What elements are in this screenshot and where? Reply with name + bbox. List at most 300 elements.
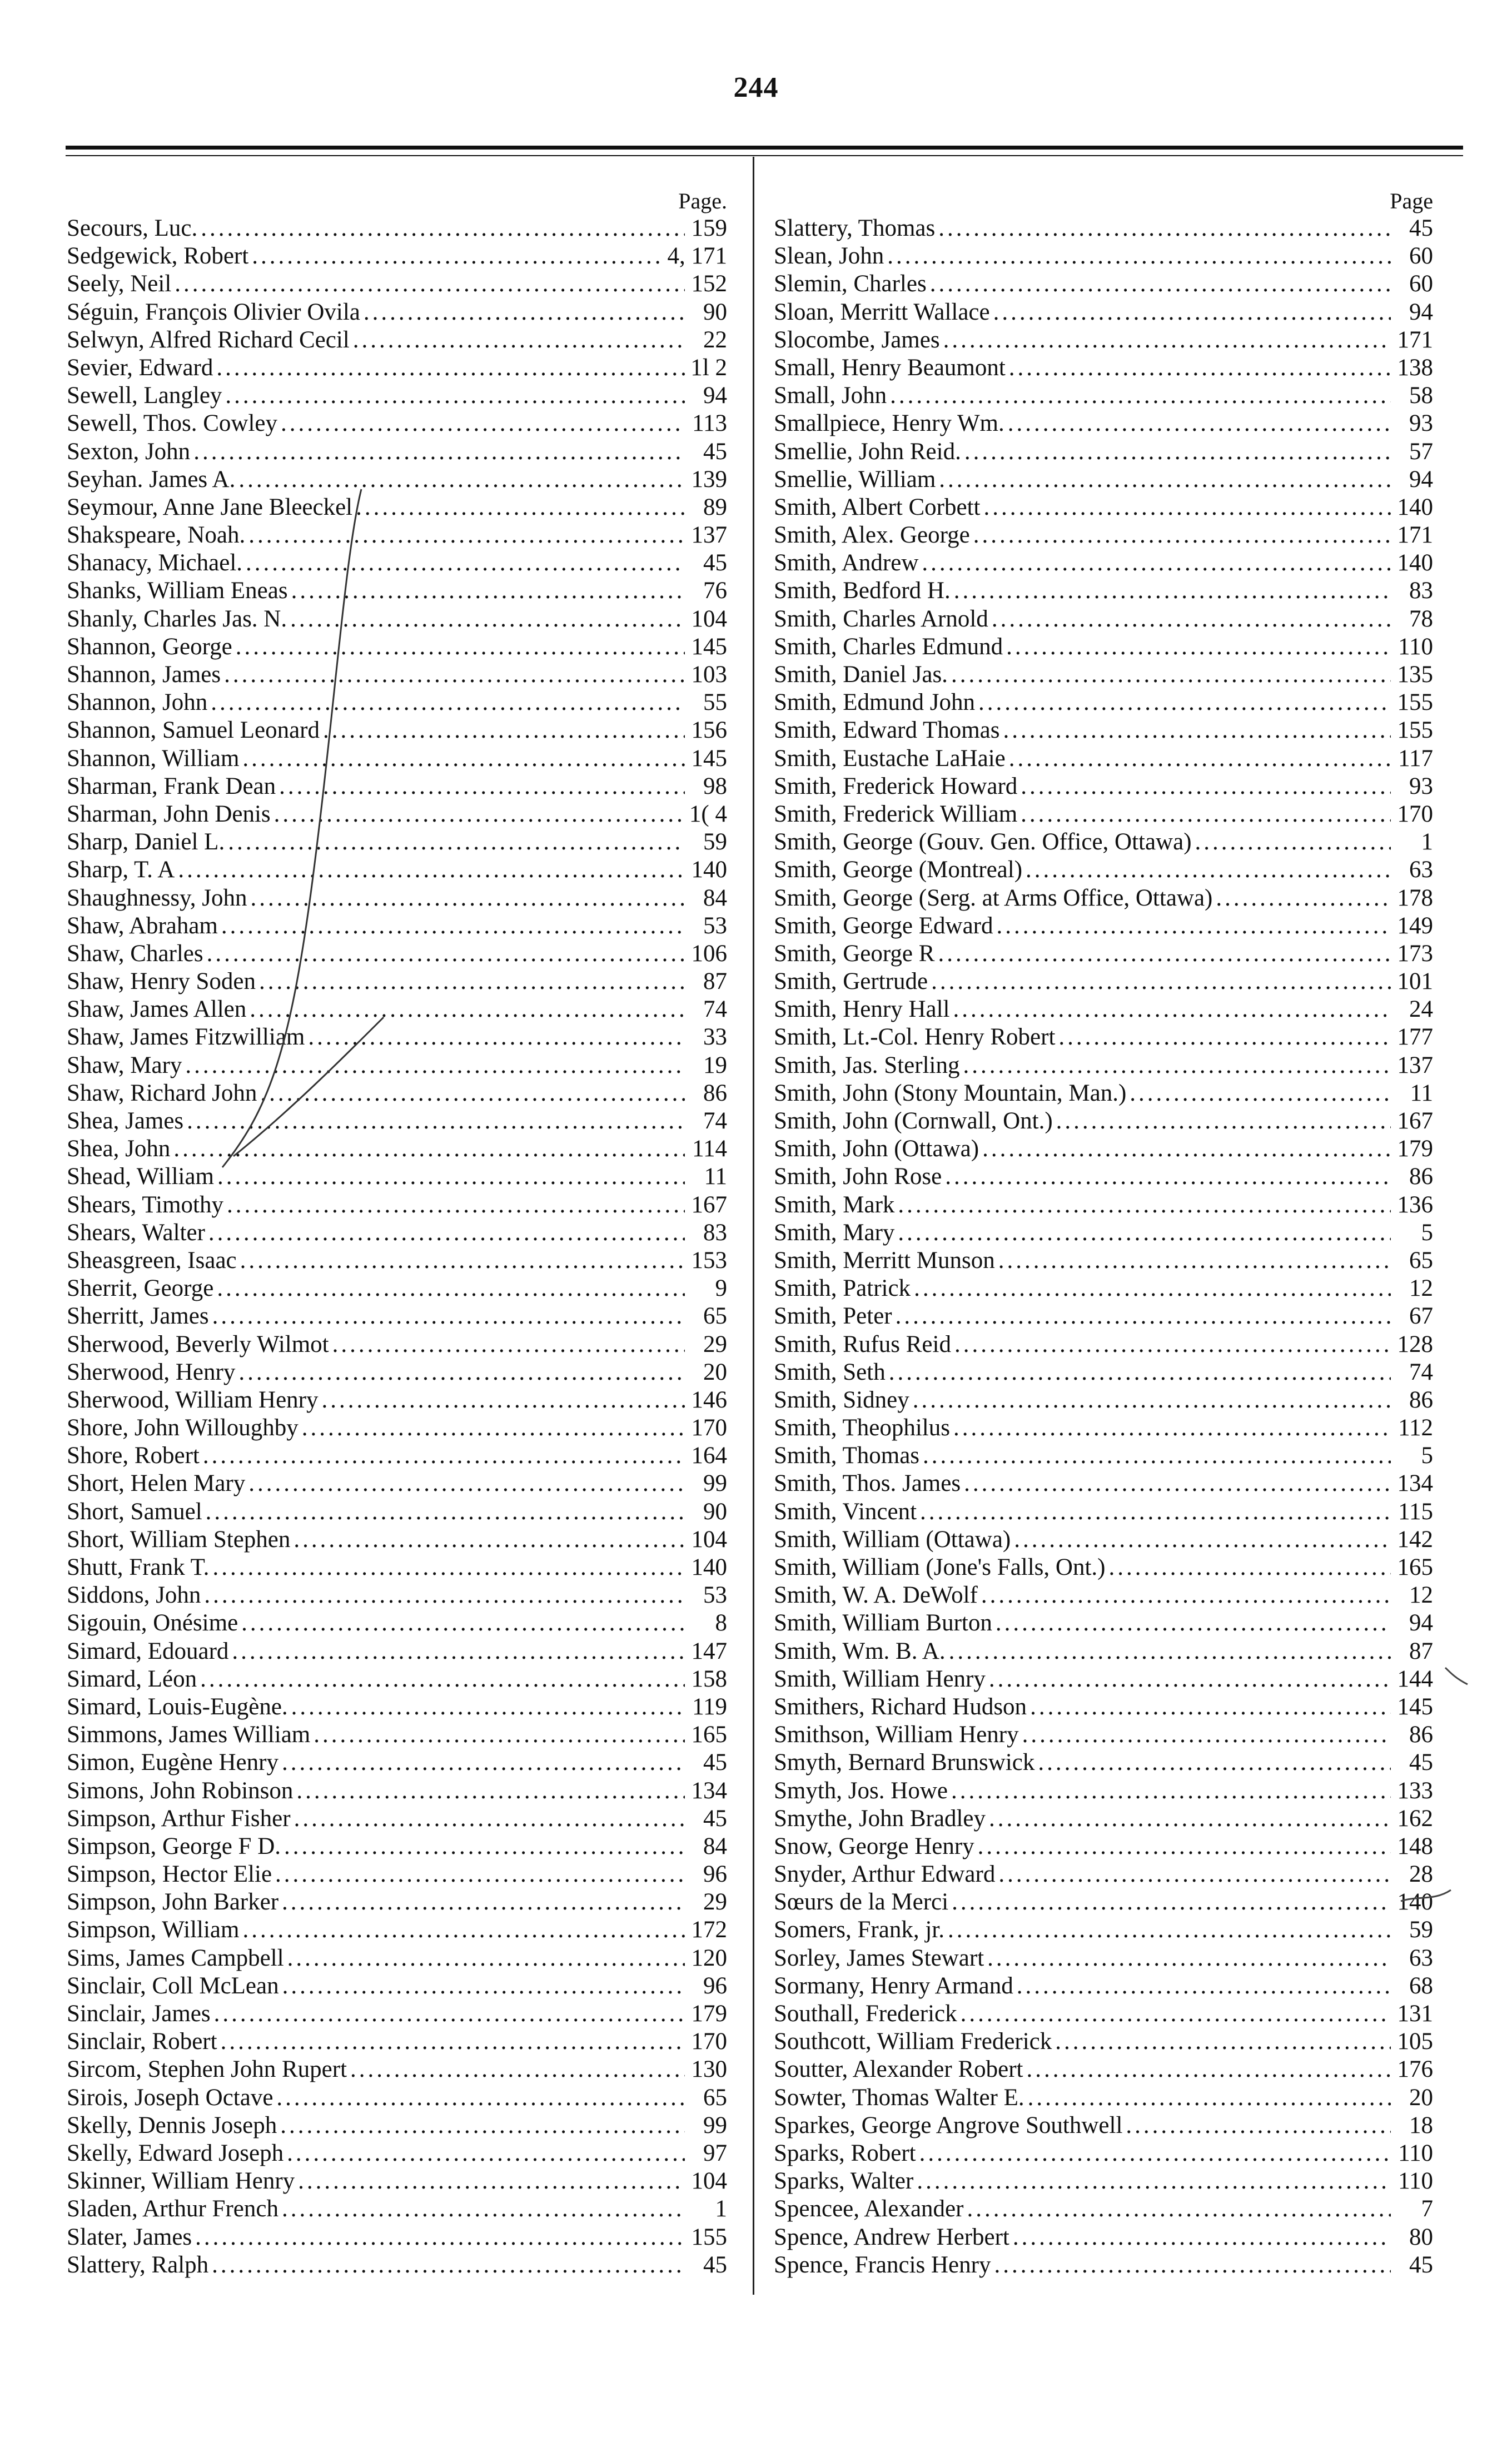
dot-leader: [917, 2167, 1391, 2195]
dot-leader: [952, 1888, 1391, 1916]
entry-name: Shaw, James Allen: [67, 996, 247, 1023]
entry-page-number: 45: [703, 550, 727, 576]
dot-leader: [282, 2195, 685, 2223]
dot-leader: [187, 1107, 685, 1135]
entry-page-number: 152: [691, 271, 727, 297]
left-index-entry: [67, 1247, 727, 1275]
entry-name: Sims, James Campbell: [67, 1944, 284, 1971]
entry-page-number: 12: [1409, 1275, 1433, 1302]
entry-page-number: 74: [703, 996, 727, 1023]
entry-name: Smith, Andrew: [774, 550, 919, 576]
entry-name: Sowter, Thomas Walter E.: [774, 2084, 1024, 2111]
entry-page-number: 115: [1398, 1498, 1433, 1525]
dot-leader: [1055, 2028, 1391, 2056]
entry-name: Spence, Andrew Herbert: [774, 2224, 1009, 2250]
dot-leader: [898, 1219, 1391, 1247]
entry-page-number: 140: [691, 1554, 727, 1580]
left-index-entry: [67, 773, 727, 800]
right-index-entry: [774, 605, 1433, 633]
entry-name: Shaw, Richard John: [67, 1080, 257, 1106]
left-index-entry: [67, 354, 727, 382]
left-index-entry: [67, 438, 727, 466]
right-index-entry: [774, 968, 1433, 996]
entry-page-number: 96: [703, 1861, 727, 1888]
right-entry-list: [774, 215, 1433, 2279]
right-index-entry: [774, 717, 1433, 744]
dot-leader: [206, 1498, 685, 1526]
left-index-entry: [67, 1191, 727, 1219]
entry-page-number: 94: [1409, 299, 1433, 325]
entry-name: Short, Samuel: [67, 1498, 202, 1525]
entry-name: Shaw, Charles: [67, 940, 203, 967]
entry-name: Sparkes, George Angrove Southwell: [774, 2112, 1123, 2138]
right-index-entry: [774, 1609, 1433, 1637]
entry-name: Small, Henry Beaumont: [774, 354, 1006, 381]
right-index-entry: [774, 1581, 1433, 1609]
left-index-entry: [67, 270, 727, 298]
right-index-entry: [774, 2167, 1433, 2195]
dot-leader: [287, 2140, 685, 2167]
entry-name: Smith, Edmund John: [774, 689, 975, 716]
dot-leader: [287, 1944, 685, 1972]
dot-leader: [923, 1442, 1391, 1470]
entry-page-number: 117: [1398, 745, 1433, 772]
entry-page-number: 176: [1397, 2056, 1433, 2083]
left-column: [67, 188, 727, 2279]
dot-leader: [981, 1581, 1391, 1609]
entry-page-number: 155: [1397, 717, 1433, 744]
dot-leader: [1013, 2224, 1391, 2251]
entry-name: Skelly, Edward Joseph: [67, 2140, 284, 2166]
entry-name: Shears, Walter: [67, 1219, 205, 1246]
entry-name: Shore, John Willoughby: [67, 1415, 299, 1441]
dot-leader: [922, 549, 1391, 577]
entry-page-number: 89: [703, 494, 727, 520]
entry-page-number: 59: [1409, 1917, 1433, 1943]
entry-page-number: 94: [703, 382, 727, 409]
right-index-entry: [774, 2112, 1433, 2140]
right-index-entry: [774, 996, 1433, 1023]
dot-leader: [1009, 354, 1391, 382]
dot-leader: [1030, 1693, 1391, 1721]
entry-name: Southall, Frederick: [774, 2001, 957, 2027]
entry-name: Smellie, John Reid.: [774, 438, 961, 465]
entry-name: Sinclair, Robert: [67, 2028, 217, 2055]
entry-page-number: 104: [691, 1526, 727, 1553]
dot-leader: [931, 968, 1391, 996]
dot-leader: [241, 1609, 685, 1637]
dot-leader: [353, 326, 685, 354]
left-index-entry: [67, 1721, 727, 1749]
entry-name: Smith, Merritt Munson: [774, 1247, 995, 1274]
dot-leader: [302, 1414, 685, 1442]
right-index-entry: [774, 1080, 1433, 1107]
right-index-entry: [774, 2251, 1433, 2279]
entry-page-number: 65: [703, 2084, 727, 2111]
entry-page-number: 11: [1410, 1080, 1433, 1106]
dot-leader: [1130, 1080, 1391, 1107]
entry-name: Siddons, John: [67, 1582, 201, 1609]
left-index-entry: [67, 2140, 727, 2167]
entry-page-number: 133: [1397, 1777, 1433, 1804]
entry-name: Spencee, Alexander: [774, 2196, 964, 2222]
dot-leader: [350, 2056, 685, 2083]
right-index-entry: [774, 382, 1433, 410]
entry-page-number: 112: [1398, 1415, 1433, 1441]
dot-leader: [242, 1916, 685, 1944]
left-index-entry: [67, 1107, 727, 1135]
page-number: 244: [733, 72, 779, 103]
dot-leader: [992, 605, 1391, 633]
dot-leader: [1108, 1554, 1391, 1581]
entry-name: Sharman, Frank Dean: [67, 773, 276, 799]
right-index-entry: [774, 1359, 1433, 1386]
entry-name: Shannon, William: [67, 745, 240, 772]
right-index-entry: [774, 745, 1433, 773]
right-index-entry: [774, 2224, 1433, 2251]
dot-leader: [173, 1135, 685, 1163]
entry-name: Smith, William (Jone's Falls, Ont.): [774, 1554, 1106, 1580]
entry-page-number: 93: [1409, 410, 1433, 437]
entry-name: Smith, Thos. James: [774, 1470, 961, 1497]
right-index-entry: [774, 1414, 1433, 1442]
dot-leader: [221, 912, 685, 940]
dot-leader: [208, 1219, 685, 1247]
entry-name: Smith, George (Serg. at Arms Office, Ottawa): [774, 884, 1213, 911]
entry-name: Sevier, Edward: [67, 354, 213, 381]
entry-name: Secours, Luc.: [67, 215, 198, 241]
dot-leader: [1022, 1721, 1391, 1749]
dot-leader: [954, 577, 1391, 605]
dot-leader: [997, 912, 1391, 940]
left-index-entry: [67, 466, 727, 494]
dot-leader: [896, 1302, 1391, 1330]
dot-leader: [938, 215, 1391, 242]
entry-page-number: 90: [703, 299, 727, 325]
dot-leader: [214, 2000, 685, 2028]
left-index-entry: [67, 1609, 727, 1637]
dot-leader: [212, 2251, 685, 2279]
entry-page-number: 120: [691, 1944, 727, 1971]
entry-page-number: 103: [691, 662, 727, 688]
entry-page-number: 114: [692, 1136, 727, 1162]
right-index-entry: [774, 299, 1433, 326]
left-entry-list: [67, 215, 727, 2279]
left-index-entry: [67, 1386, 727, 1414]
dot-leader: [1006, 633, 1391, 661]
entry-page-number: 20: [1409, 2084, 1433, 2111]
left-index-entry: [67, 242, 727, 270]
left-index-entry: [67, 549, 727, 577]
entry-page-number: 139: [691, 466, 727, 493]
entry-name: Smith, Sidney: [774, 1386, 909, 1413]
left-index-entry: [67, 689, 727, 717]
left-index-entry: [67, 1498, 727, 1526]
entry-page-number: 65: [703, 1303, 727, 1330]
entry-name: Shead, William: [67, 1163, 214, 1190]
entry-page-number: 136: [1397, 1191, 1433, 1218]
entry-name: Simpson, Hector Elie: [67, 1861, 272, 1888]
entry-name: Smith, George R: [774, 940, 935, 967]
right-index-entry: [774, 1498, 1433, 1526]
entry-name: Smith, Rufus Reid: [774, 1331, 951, 1357]
entry-page-number: 171: [1397, 326, 1433, 353]
dot-leader: [291, 1693, 685, 1721]
entry-name: Simmons, James William: [67, 1722, 311, 1748]
entry-page-number: 5: [1421, 1219, 1433, 1246]
dot-leader: [989, 1805, 1391, 1833]
right-index-entry: [774, 466, 1433, 494]
left-index-entry: [67, 1219, 727, 1247]
dot-leader: [963, 1052, 1391, 1080]
entry-name: Shanly, Charles Jas. N.: [67, 605, 287, 632]
left-index-entry: [67, 1052, 727, 1080]
left-index-entry: [67, 2251, 727, 2279]
entry-page-number: 110: [1398, 2140, 1433, 2166]
entry-page-number: 164: [691, 1443, 727, 1469]
right-index-entry: [774, 1554, 1433, 1581]
entry-page-number: 140: [1397, 494, 1433, 520]
dot-leader: [282, 1749, 685, 1777]
right-index-entry: [774, 2000, 1433, 2028]
entry-name: Short, Helen Mary: [67, 1470, 246, 1497]
entry-page-number: 8: [715, 1610, 727, 1637]
dot-leader: [1195, 828, 1391, 856]
left-index-entry: [67, 2195, 727, 2223]
dot-leader: [281, 410, 685, 437]
right-index-entry: [774, 1916, 1433, 1944]
dot-leader: [201, 215, 685, 242]
dot-leader: [259, 968, 685, 996]
entry-name: Smith, Frederick William: [774, 800, 1018, 827]
entry-page-number: 134: [1397, 1470, 1433, 1497]
entry-name: Selwyn, Alfred Richard Cecil: [67, 326, 350, 353]
dot-leader: [1026, 2056, 1391, 2083]
entry-page-number: 128: [1397, 1331, 1433, 1357]
entry-page-number: 155: [691, 2224, 727, 2250]
entry-page-number: 86: [1409, 1722, 1433, 1748]
entry-page-number: 138: [1397, 354, 1433, 381]
dot-leader: [949, 1638, 1391, 1665]
entry-name: Shaw, Henry Soden: [67, 968, 256, 995]
dot-leader: [260, 1080, 685, 1107]
entry-page-number: 177: [1397, 1024, 1433, 1051]
dot-leader: [914, 1275, 1391, 1302]
entry-page-number: 29: [703, 1889, 727, 1916]
entry-name: Slemin, Charles: [774, 271, 927, 297]
left-index-entry: [67, 382, 727, 410]
entry-name: Southcott, William Frederick: [774, 2028, 1052, 2055]
left-index-entry: [67, 1470, 727, 1498]
left-index-entry: [67, 2167, 727, 2195]
left-index-entry: [67, 884, 727, 912]
entry-name: Smith, Jas. Sterling: [774, 1052, 960, 1078]
entry-name: Smith, George (Montreal): [774, 857, 1023, 883]
entry-page-number: 83: [1409, 578, 1433, 604]
right-index-entry: [774, 2195, 1433, 2223]
entry-page-number: 67: [1409, 1303, 1433, 1330]
right-index-entry: [774, 828, 1433, 856]
entry-page-number: 94: [1409, 1610, 1433, 1637]
entry-name: Sladen, Arthur French: [67, 2196, 278, 2222]
entry-name: Sherwood, Henry: [67, 1359, 236, 1385]
entry-page-number: 134: [691, 1777, 727, 1804]
left-index-entry: [67, 1861, 727, 1888]
dot-leader: [993, 299, 1391, 326]
dot-leader: [994, 2251, 1391, 2279]
right-index-entry: [774, 242, 1433, 270]
entry-page-number: 53: [703, 912, 727, 939]
left-index-entry: [67, 1805, 727, 1833]
entry-name: Sinclair, Coll McLean: [67, 1972, 279, 1999]
entry-name: Sharp, T. A: [67, 857, 175, 883]
left-index-entry: [67, 1916, 727, 1944]
dot-leader: [212, 1554, 685, 1581]
right-index-entry: [774, 633, 1433, 661]
left-index-entry: [67, 2084, 727, 2112]
entry-page-number: 24: [1409, 996, 1433, 1023]
left-index-entry: [67, 1302, 727, 1330]
dot-leader: [1003, 717, 1391, 744]
right-index-entry: [774, 1219, 1433, 1247]
entry-page-number: 146: [691, 1386, 727, 1413]
entry-name: Short, William Stephen: [67, 1526, 291, 1553]
entry-name: Smith, John (Ottawa): [774, 1136, 979, 1162]
dot-leader: [193, 438, 685, 466]
entry-page-number: 172: [691, 1917, 727, 1943]
entry-page-number: 153: [691, 1247, 727, 1274]
entry-page-number: 96: [703, 1972, 727, 1999]
right-index-entry: [774, 1972, 1433, 2000]
entry-page-number: 170: [691, 2028, 727, 2055]
dot-leader: [1028, 2084, 1391, 2112]
entry-page-number: 45: [703, 2251, 727, 2278]
entry-page-number: 99: [703, 1470, 727, 1497]
right-index-entry: [774, 1386, 1433, 1414]
entry-name: Shaw, James Fitzwilliam: [67, 1024, 305, 1051]
right-index-entry: [774, 521, 1433, 549]
right-column: [774, 188, 1433, 2279]
dot-leader: [217, 1275, 685, 1302]
entry-name: Sirois, Joseph Octave: [67, 2084, 273, 2111]
entry-page-number: 4, 171: [667, 243, 727, 270]
dot-leader: [1126, 2112, 1391, 2140]
entry-page-number: 1l 2: [690, 354, 727, 381]
dot-leader: [252, 242, 664, 270]
dot-leader: [274, 800, 685, 828]
entry-name: Shakspeare, Noah.: [67, 522, 246, 549]
dot-leader: [178, 856, 685, 884]
entry-name: Smith, Theophilus: [774, 1415, 950, 1441]
entry-name: Shutt, Frank T.: [67, 1554, 210, 1580]
entry-page-number: 130: [691, 2056, 727, 2083]
entry-name: Smith, Seth: [774, 1359, 886, 1385]
dot-leader: [938, 940, 1391, 968]
entry-page-number: 55: [703, 689, 727, 716]
entry-name: Smith, Peter: [774, 1303, 892, 1330]
right-index-entry: [774, 1638, 1433, 1665]
left-index-entry: [67, 605, 727, 633]
entry-page-number: 83: [703, 1219, 727, 1246]
entry-name: Sloan, Merritt Wallace: [774, 299, 990, 325]
left-index-entry: [67, 940, 727, 968]
entry-name: Sircom, Stephen John Rupert: [67, 2056, 347, 2083]
dot-leader: [961, 2000, 1391, 2028]
entry-page-number: 145: [1397, 1693, 1433, 1720]
dot-leader: [1058, 1023, 1391, 1051]
entry-name: Smith, Albert Corbett: [774, 494, 981, 520]
right-index-entry: [774, 2084, 1433, 2112]
left-index-entry: [67, 1359, 727, 1386]
dot-leader: [889, 1359, 1391, 1386]
entry-page-number: 104: [691, 2168, 727, 2195]
dot-leader: [1021, 800, 1391, 828]
entry-page-number: 158: [691, 1665, 727, 1692]
entry-name: Smith, Thomas: [774, 1443, 920, 1469]
dot-leader: [211, 689, 685, 717]
dot-leader: [290, 605, 685, 633]
entry-page-number: 113: [692, 410, 727, 437]
entry-page-number: 167: [691, 1191, 727, 1218]
left-index-entry: [67, 856, 727, 884]
dot-leader: [998, 1861, 1391, 1888]
left-index-entry: [67, 1638, 727, 1665]
entry-page-number: 93: [1409, 773, 1433, 799]
right-index-entry: [774, 689, 1433, 717]
dot-leader: [236, 633, 685, 661]
entry-name: Smithers, Richard Hudson: [774, 1693, 1027, 1720]
dot-leader: [1026, 856, 1391, 884]
dot-leader: [887, 242, 1391, 270]
entry-name: Smith, William (Ottawa): [774, 1526, 1011, 1553]
dot-leader: [967, 2195, 1391, 2223]
entry-name: Smith, Edward Thomas: [774, 717, 1000, 744]
left-index-entry: [67, 996, 727, 1023]
right-index-entry: [774, 773, 1433, 800]
entry-page-number: 87: [703, 968, 727, 995]
right-index-entry: [774, 1805, 1433, 1833]
entry-page-number: 45: [703, 1749, 727, 1776]
dot-leader: [224, 661, 685, 689]
left-index-entry: [67, 828, 727, 856]
entry-page-number: 28: [1409, 1861, 1433, 1888]
entry-page-number: 110: [1398, 633, 1433, 660]
entry-name: Smith, George (Gouv. Gen. Office, Ottawa): [774, 829, 1192, 856]
entry-page-number: 140: [1397, 550, 1433, 576]
right-index-entry: [774, 410, 1433, 437]
left-index-entry: [67, 215, 727, 242]
entry-page-number: 137: [691, 522, 727, 549]
entry-name: Seymour, Anne Jane Bleeckel: [67, 494, 353, 520]
entry-page-number: 1: [1421, 829, 1433, 856]
dot-leader: [978, 1833, 1391, 1861]
dot-leader: [364, 299, 685, 326]
entry-name: Skinner, William Henry: [67, 2168, 295, 2195]
entry-name: Smith, Alex. George: [774, 522, 970, 549]
entry-name: Sherwood, Beverly Wilmot: [67, 1331, 329, 1357]
entry-page-number: 87: [1409, 1638, 1433, 1664]
entry-name: Smith, William Burton: [774, 1610, 992, 1637]
right-index-entry: [774, 2056, 1433, 2083]
right-index-entry: [774, 1777, 1433, 1805]
dot-leader: [973, 521, 1391, 549]
entry-name: Slattery, Ralph: [67, 2251, 209, 2278]
left-index-entry: [67, 1581, 727, 1609]
entry-name: Slattery, Thomas: [774, 215, 936, 241]
left-index-entry: [67, 968, 727, 996]
left-index-entry: [67, 1526, 727, 1554]
entry-page-number: 178: [1397, 884, 1433, 911]
